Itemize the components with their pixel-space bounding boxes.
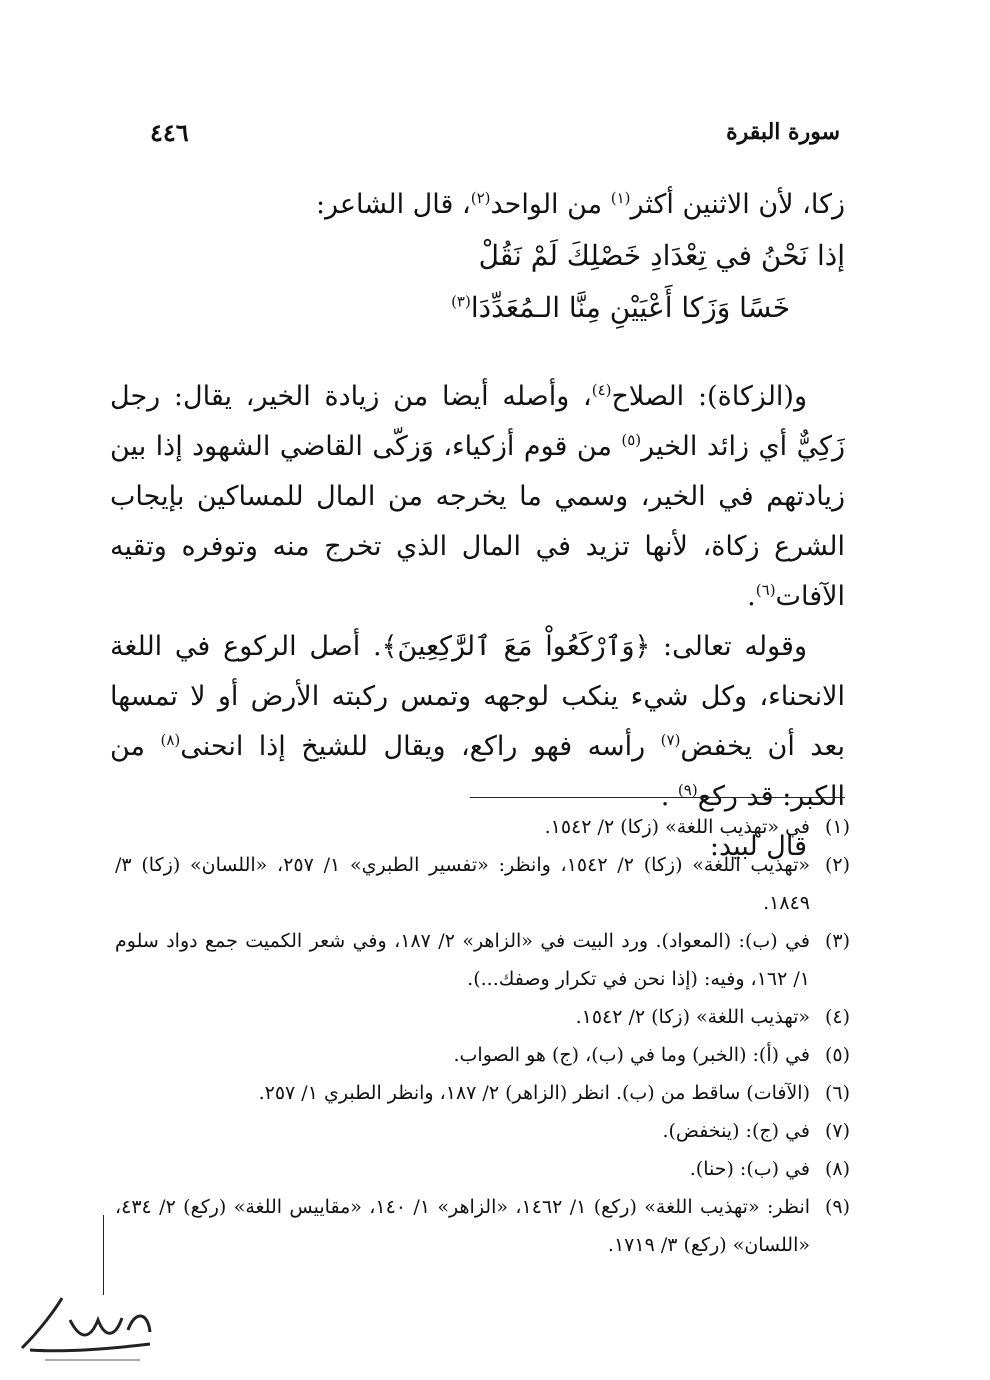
text-span: . xyxy=(660,781,678,812)
footnote-marker: (٥) xyxy=(621,431,642,449)
footnote-item xyxy=(115,1112,850,1150)
footnotes xyxy=(115,808,850,1264)
footnote-marker: (٢) xyxy=(470,189,491,207)
footnote-item xyxy=(115,1036,850,1074)
footnote-number: (٧) xyxy=(824,1120,850,1142)
footnote-item xyxy=(115,922,850,998)
calligraphy-logo-icon xyxy=(10,1290,160,1365)
footnote-text: في (ب): (المعواد). ورد البيت في «الزاهر» ٢/ ١٨٧، وفي شعر الكميت جمع دواد سلوم ١/ ١٦٢، وفيه: (إذا نحن في تكرار وصفك...). xyxy=(115,930,810,990)
footnote-item xyxy=(115,1074,850,1112)
footnote-text: «تهذيب اللغة» (زكا) ٢/ ١٥٤٢. xyxy=(575,1006,810,1028)
footnote-text: انظر: «تهذيب اللغة» (ركع) ١/ ١٤٦٢، «الزاهر» ١/ ١٤٠، «مقاييس اللغة» (ركع) ٢/ ٤٣٤، «اللسان» (ركع) ٣/ ١٧١٩. xyxy=(115,1196,811,1256)
footnote-item xyxy=(115,846,850,922)
footnote-item xyxy=(115,1150,850,1188)
logo-svg xyxy=(10,1290,160,1365)
footnote-text: في «تهذيب اللغة» (زكا) ٢/ ١٥٤٢. xyxy=(544,816,810,838)
text-span: و(الزكاة): الصلاح xyxy=(611,381,807,412)
text-span: وقوله تعالى: ﴿وَٱرْكَعُواْ مَعَ ٱلرَّٰكِعِينَ﴾. أصل الركوع في اللغة الانحناء، وكل شيء ينكب لوجهه وتمس ركبته الأرض أو لا تمسها بعد أن يخفض xyxy=(110,631,845,762)
footnote-number: (٢) xyxy=(824,854,850,876)
footnote-number: (١) xyxy=(824,816,850,838)
page-header xyxy=(150,112,840,152)
text-span: من الكبر: قد ركع xyxy=(110,731,845,812)
footnote-text: (الآفات) ساقط من (ب). انظر (الزاهر) ٢/ ١٨٧، وانظر الطبري ١/ ٢٥٧. xyxy=(258,1082,810,1104)
footnote-number: (٣) xyxy=(824,930,850,952)
footnote-number: (٩) xyxy=(824,1196,850,1218)
footnote-marker: (٣) xyxy=(451,292,471,311)
paragraph-rukuu xyxy=(110,622,845,822)
margin-line xyxy=(103,1215,104,1295)
footnote-item xyxy=(115,808,850,846)
text-span: رأسه فهو راكع، ويقال للشيخ إذا انحنى xyxy=(180,731,661,762)
footnote-marker: (٤) xyxy=(591,381,612,399)
paragraph-zakat xyxy=(110,372,845,622)
poem-verse-1 xyxy=(110,230,845,282)
text-span: قال لبيد: xyxy=(709,831,807,862)
footnote-divider xyxy=(470,797,845,798)
text-span: ، وأصله أيضا من زيادة الخير، يقال: رجل زَكِيٌّ أي زائد الخير xyxy=(110,381,845,462)
text-span: زكا، لأن الاثنين أكثر xyxy=(630,189,845,220)
page-number: ٤٤٦ xyxy=(150,117,189,147)
text-span: من الواحد xyxy=(490,189,611,220)
footnote-marker: (٩) xyxy=(677,781,698,799)
footnote-number: (٥) xyxy=(824,1044,850,1066)
footnote-text: في (أ): (الخبر) وما في (ب)، (ج) هو الصواب. xyxy=(453,1044,810,1066)
footnote-item xyxy=(115,1188,850,1264)
main-text xyxy=(110,180,845,872)
footnote-marker: (٦) xyxy=(755,581,776,599)
footnote-marker: (٧) xyxy=(660,731,681,749)
text-span: من قوم أزكياء، وَزكّى القاضي الشهود إذا بين زيادتهم في الخير، وسمي ما يخرجه من المال للمساكين بإيجاب الشرع زكاة، لأنها تزيد في المال الذي تخرج منه وتوفره وتقيه الآفات xyxy=(110,431,845,612)
verse-text: خَسًا وَزَكا أَعْيَيْنِ مِنَّا الـمُعَدِّدَا xyxy=(470,291,790,324)
footnote-marker: (١) xyxy=(610,189,631,207)
footnote-text: «تهذيب اللغة» (زكا) ٢/ ١٥٤٢، وانظر: «تفسير الطبري» ١/ ٢٥٧، «اللسان» (زكا) ٣/ ١٨٤٩. xyxy=(115,854,810,914)
intro-line xyxy=(110,180,845,230)
poem-verse-2 xyxy=(110,282,845,334)
text-span: ، قال الشاعر: xyxy=(315,189,471,220)
footnote-text: في (ج): (ينخفض). xyxy=(662,1120,810,1142)
footnote-text: في (ب): (حنا). xyxy=(689,1158,810,1180)
footnote-item xyxy=(115,998,850,1036)
footnote-number: (٨) xyxy=(824,1158,850,1180)
verse-text: إذا نَحْنُ في تِعْدَادِ خَصْلِكَ لَمْ نَقُلْ xyxy=(478,239,845,272)
footnote-number: (٦) xyxy=(824,1082,850,1104)
text-span: . xyxy=(747,581,756,612)
surah-title: سورة البقرة xyxy=(726,119,840,145)
footnote-marker: (٨) xyxy=(160,731,181,749)
spacer xyxy=(110,334,845,372)
footnote-number: (٤) xyxy=(824,1006,850,1028)
